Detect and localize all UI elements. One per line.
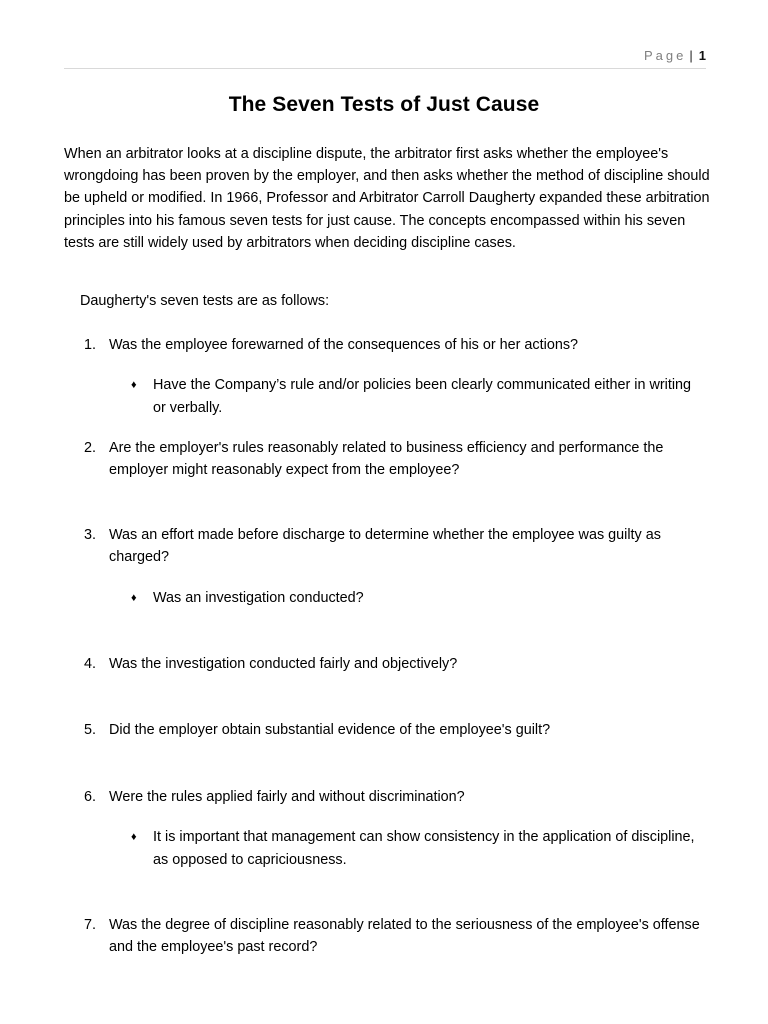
page-separator: |: [689, 48, 693, 63]
test-number: 3.: [84, 527, 97, 543]
sub-point-3: [131, 826, 701, 872]
test-text: Was the investigation conducted fairly and objectively?: [109, 656, 458, 672]
diamond-bullet-icon: ♦: [131, 831, 137, 843]
test-item-4: [84, 653, 710, 675]
test-item-3: [84, 524, 710, 568]
test-text: Did the employer obtain substantial evidence of the employee's guilt?: [109, 722, 551, 738]
test-text: Was the employee forewarned of the consequences of his or her actions?: [109, 337, 579, 353]
test-text: Was an effort made before discharge to determine whether the employee was guilty as charged?: [109, 527, 661, 566]
test-text: Was the degree of discipline reasonably related to the seriousness of the employee's offense and the employee's past record?: [109, 917, 700, 956]
test-number: 7.: [84, 917, 97, 933]
test-number: 5.: [84, 722, 97, 738]
test-number: 6.: [84, 789, 97, 805]
sub-point-1: [131, 374, 701, 420]
test-text: Are the employer's rules reasonably related to business efficiency and performance the employer might reasonably expect from the employee?: [109, 440, 664, 479]
test-number: 1.: [84, 337, 97, 353]
test-item-7: [84, 914, 710, 958]
test-text: Were the rules applied fairly and without discrimination?: [109, 789, 465, 805]
document-title: The Seven Tests of Just Cause: [228, 93, 540, 116]
test-item-5: [84, 719, 710, 741]
sub-point-text: Have the Company’s rule and/or policies been clearly communicated either in writing or verbally.: [153, 377, 692, 416]
intro-paragraph: When an arbitrator looks at a discipline dispute, the arbitrator first asks whether the employee's wrongdoing has been proven by the employer, and then asks whether the method of discipline should be upheld or modified. In 1966, Professor and Arbitrator Carroll Daugherty expanded these arbitration principles into his famous seven tests for just cause. The concepts encompassed within his seven tests are still widely used by arbitrators when deciding discipline cases.: [64, 146, 710, 251]
page-number: 1: [698, 48, 706, 63]
sub-point-text: It is important that management can show consistency in the application of discipline, as opposed to capriciousness.: [153, 829, 695, 868]
test-item-6: [84, 786, 710, 808]
sub-point-2: [131, 587, 701, 610]
page-label: Page: [644, 48, 687, 63]
sub-point-text: Was an investigation conducted?: [153, 590, 364, 606]
page-number-indicator: [644, 48, 706, 63]
test-number: 2.: [84, 440, 97, 456]
test-item-1: [84, 334, 710, 356]
diamond-bullet-icon: ♦: [131, 379, 137, 391]
test-number: 4.: [84, 656, 97, 672]
diamond-bullet-icon: ♦: [131, 592, 137, 604]
tests-lead-in: Daugherty's seven tests are as follows:: [80, 293, 330, 309]
test-item-2: [84, 437, 710, 481]
page-header: [64, 46, 706, 69]
